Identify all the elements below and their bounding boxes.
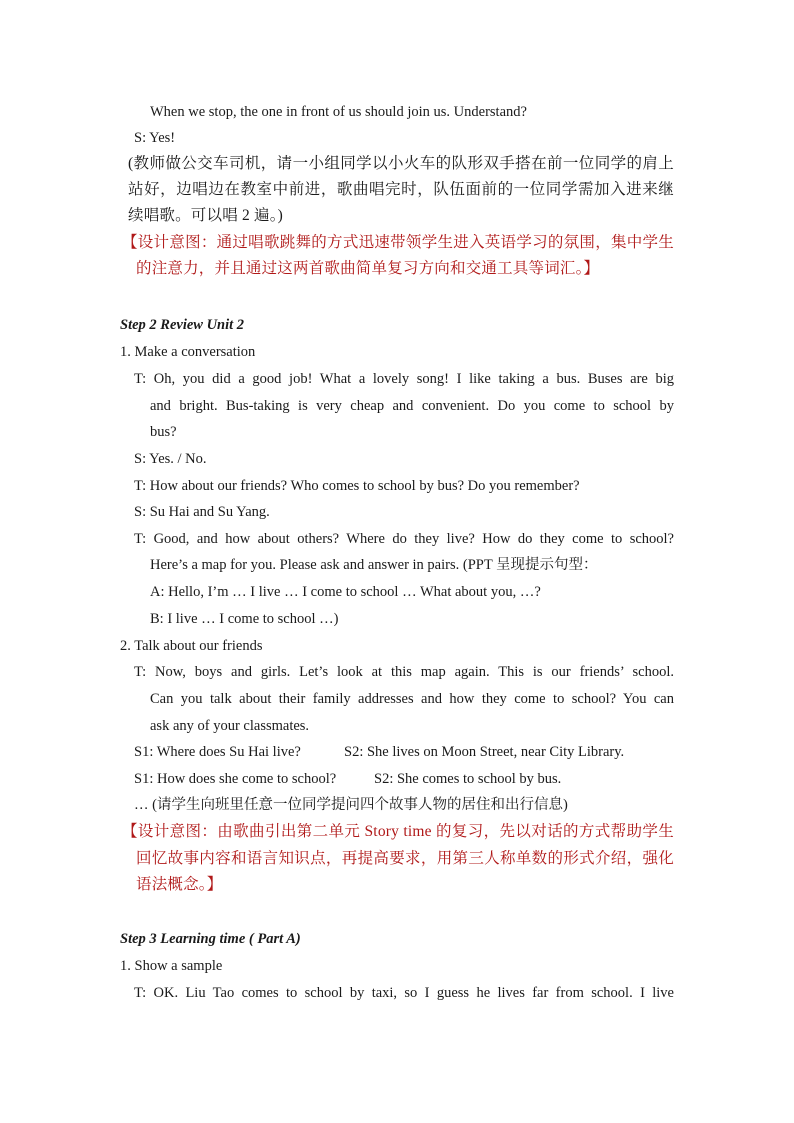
dialogue-line: B: I live … I come to school …) <box>150 611 339 627</box>
dialogue-line: S1: Where does Su Hai live? <box>134 744 301 760</box>
teacher-note: 站好，边唱边在教室中前进，歌曲唱完时，队伍面前的一位同学需加入进来继 <box>128 181 674 198</box>
design-intent-note: 的注意力，并且通过这两首歌曲简单复习方向和交通工具等词汇。】 <box>136 260 600 277</box>
sub-heading: 1. Show a sample <box>120 958 223 974</box>
step-heading: Step 3 Learning time ( Part A) <box>120 931 301 947</box>
dialogue-line: T: How about our friends? Who comes to school by bus? Do you remember? <box>134 478 580 494</box>
dialogue-line: S: Yes! <box>134 130 176 146</box>
teacher-note: … (请学生向班里任意一位同学提问四个故事人物的居住和出行信息) <box>134 797 568 813</box>
design-intent-note: 【设计意图：通过唱歌跳舞的方式迅速带领学生进入英语学习的氛围，集中学生 <box>122 234 674 251</box>
dialogue-line: T: Good, and how about others? Where do they live? How do they come to school? <box>134 531 674 547</box>
dialogue-line: bus? <box>150 424 177 440</box>
dialogue-line: S2: She comes to school by bus. <box>374 771 562 787</box>
dialogue-line: When we stop, the one in front of us should join us. Understand? <box>150 104 527 120</box>
dialogue-line: and bright. Bus-taking is very cheap and convenient. Do you come to school by <box>150 398 674 414</box>
dialogue-line: ask any of your classmates. <box>150 718 310 734</box>
design-intent-note: 【设计意图：由歌曲引出第二单元 Story time 的复习，先以对话的方式帮助学生 <box>122 823 674 840</box>
dialogue-line: S1: How does she come to school? <box>134 771 337 787</box>
sub-heading: 1. Make a conversation <box>120 344 256 360</box>
dialogue-line: S2: She lives on Moon Street, near City Library. <box>344 744 625 760</box>
teacher-note: 续唱歌。可以唱 2 遍。) <box>128 207 284 224</box>
dialogue-line: S: Yes. / No. <box>134 451 207 467</box>
dialogue-line: S: Su Hai and Su Yang. <box>134 504 270 520</box>
dialogue-line: Here’s a map for you. Please ask and answer in pairs. (PPT 呈现提示句型： <box>150 557 598 573</box>
design-intent-note: 回忆故事内容和语言知识点，再提高要求，用第三人称单数的形式介绍，强化 <box>136 850 674 867</box>
dialogue-line: T: Now, boys and girls. Let’s look at this map again. This is our friends’ school. <box>134 664 674 680</box>
teacher-note: (教师做公交车司机，请一小组同学以小火车的队形双手搭在前一位同学的肩上 <box>128 155 674 172</box>
dialogue-line: T: Oh, you did a good job! What a lovely song! I like taking a bus. Buses are big <box>134 371 674 387</box>
dialogue-line: T: OK. Liu Tao comes to school by taxi, so I guess he lives far from school. I live <box>134 985 674 1001</box>
sub-heading: 2. Talk about our friends <box>120 638 263 654</box>
dialogue-line: A: Hello, I’m … I live … I come to school … What about you, …? <box>150 584 541 600</box>
step-heading: Step 2 Review Unit 2 <box>120 317 245 333</box>
dialogue-line: Can you talk about their family addresses and how they come to school? You can <box>150 691 674 707</box>
design-intent-note: 语法概念。】 <box>136 876 223 893</box>
